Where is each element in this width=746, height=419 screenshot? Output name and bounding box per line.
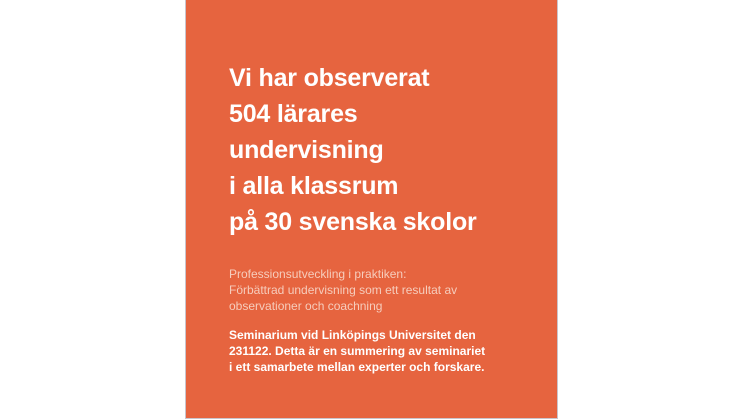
seminar-summary [229,327,549,375]
headline-line: 504 lärares [229,100,358,128]
headline-line: i alla klassrum [229,172,399,200]
subtitle-line: Professionsutveckling i praktiken: [229,267,407,281]
headline-line: Vi har observerat [229,64,430,92]
summary-line: i ett samarbete mellan experter och forskare. [229,360,485,374]
subtitle-line: Förbättrad undervisning som ett resultat av [229,283,458,297]
subtitle [229,266,549,314]
headline [229,60,549,240]
cover-card [185,0,558,419]
summary-line: Seminarium vid Linköpings Universitet den [229,328,476,342]
headline-line: undervisning [229,136,384,164]
headline-line: på 30 svenska skolor [229,208,477,236]
subtitle-line: observationer och coachning [229,299,383,313]
summary-line: 231122. Detta är en summering av seminariet [229,344,486,358]
